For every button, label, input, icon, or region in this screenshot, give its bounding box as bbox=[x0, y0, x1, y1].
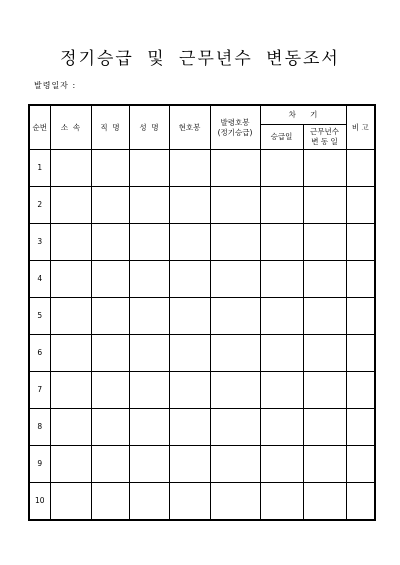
table-row bbox=[29, 335, 375, 372]
cell-issued-step[interactable] bbox=[210, 224, 260, 261]
cell-current-step[interactable] bbox=[169, 372, 210, 409]
cell-remarks[interactable] bbox=[346, 150, 375, 187]
cell-service-years-change[interactable] bbox=[303, 409, 346, 446]
header-issued-step bbox=[210, 105, 260, 150]
cell-rank[interactable] bbox=[91, 409, 129, 446]
cell-current-step[interactable] bbox=[169, 187, 210, 224]
cell-affiliation[interactable] bbox=[50, 372, 91, 409]
row-seq: 7 bbox=[29, 372, 50, 409]
cell-affiliation[interactable] bbox=[50, 483, 91, 521]
cell-affiliation[interactable] bbox=[50, 224, 91, 261]
table-row bbox=[29, 150, 375, 187]
row-seq: 9 bbox=[29, 446, 50, 483]
cell-affiliation[interactable] bbox=[50, 335, 91, 372]
table-row bbox=[29, 372, 375, 409]
table-body bbox=[29, 150, 375, 521]
change-record-table bbox=[28, 104, 376, 521]
cell-remarks[interactable] bbox=[346, 446, 375, 483]
cell-issued-step[interactable] bbox=[210, 409, 260, 446]
header-affiliation bbox=[50, 105, 91, 150]
cell-promotion-date[interactable] bbox=[260, 298, 303, 335]
header-name-text: 성 명 bbox=[139, 122, 159, 132]
cell-rank[interactable] bbox=[91, 224, 129, 261]
cell-issued-step[interactable] bbox=[210, 446, 260, 483]
cell-promotion-date[interactable] bbox=[260, 335, 303, 372]
row-seq: 5 bbox=[29, 298, 50, 335]
cell-name[interactable] bbox=[129, 483, 169, 521]
cell-service-years-change[interactable] bbox=[303, 446, 346, 483]
cell-service-years-change[interactable] bbox=[303, 224, 346, 261]
cell-current-step[interactable] bbox=[169, 224, 210, 261]
cell-current-step[interactable] bbox=[169, 298, 210, 335]
cell-rank[interactable] bbox=[91, 483, 129, 521]
cell-issued-step[interactable] bbox=[210, 483, 260, 521]
cell-remarks[interactable] bbox=[346, 261, 375, 298]
cell-current-step[interactable] bbox=[169, 335, 210, 372]
row-seq: 3 bbox=[29, 224, 50, 261]
row-seq: 1 bbox=[29, 150, 50, 187]
header-issued-step-line1: 발령호봉 bbox=[220, 117, 250, 127]
table-row bbox=[29, 483, 375, 521]
cell-service-years-change[interactable] bbox=[303, 372, 346, 409]
cell-service-years-change[interactable] bbox=[303, 483, 346, 521]
cell-remarks[interactable] bbox=[346, 483, 375, 521]
header-rank bbox=[91, 105, 129, 150]
cell-name[interactable] bbox=[129, 261, 169, 298]
issue-date-label: 발령일자 : bbox=[34, 81, 77, 90]
cell-current-step[interactable] bbox=[169, 150, 210, 187]
header-promotion-date: 승급일 bbox=[260, 125, 303, 150]
cell-affiliation[interactable] bbox=[50, 298, 91, 335]
row-seq: 8 bbox=[29, 409, 50, 446]
cell-promotion-date[interactable] bbox=[260, 187, 303, 224]
header-rank-text: 직 명 bbox=[100, 122, 120, 132]
cell-issued-step[interactable] bbox=[210, 298, 260, 335]
cell-name[interactable] bbox=[129, 335, 169, 372]
cell-promotion-date[interactable] bbox=[260, 409, 303, 446]
cell-promotion-date[interactable] bbox=[260, 150, 303, 187]
cell-name[interactable] bbox=[129, 187, 169, 224]
document-title: 정기승급 및 근무년수 변동조서 bbox=[60, 49, 340, 69]
cell-issued-step[interactable] bbox=[210, 187, 260, 224]
cell-affiliation[interactable] bbox=[50, 261, 91, 298]
cell-issued-step[interactable] bbox=[210, 335, 260, 372]
cell-rank[interactable] bbox=[91, 372, 129, 409]
header-service-years-line1: 근무년수 bbox=[310, 127, 339, 136]
cell-name[interactable] bbox=[129, 298, 169, 335]
row-seq: 6 bbox=[29, 335, 50, 372]
header-name bbox=[129, 105, 169, 150]
cell-service-years-change[interactable] bbox=[303, 298, 346, 335]
cell-service-years-change[interactable] bbox=[303, 261, 346, 298]
table-row bbox=[29, 224, 375, 261]
cell-promotion-date[interactable] bbox=[260, 224, 303, 261]
cell-rank[interactable] bbox=[91, 298, 129, 335]
table-row bbox=[29, 261, 375, 298]
cell-rank[interactable] bbox=[91, 150, 129, 187]
cell-promotion-date[interactable] bbox=[260, 483, 303, 521]
table-row bbox=[29, 446, 375, 483]
header-next-group-text: 차 기 bbox=[288, 110, 318, 119]
cell-name[interactable] bbox=[129, 409, 169, 446]
header-row-top bbox=[29, 105, 375, 125]
cell-issued-step[interactable] bbox=[210, 372, 260, 409]
cell-name[interactable] bbox=[129, 446, 169, 483]
cell-name[interactable] bbox=[129, 224, 169, 261]
cell-remarks[interactable] bbox=[346, 298, 375, 335]
table-row bbox=[29, 298, 375, 335]
header-next-group bbox=[260, 105, 346, 125]
cell-name[interactable] bbox=[129, 372, 169, 409]
row-seq: 2 bbox=[29, 187, 50, 224]
cell-current-step[interactable] bbox=[169, 261, 210, 298]
header-remarks: 비 고 bbox=[346, 105, 375, 150]
cell-remarks[interactable] bbox=[346, 335, 375, 372]
cell-current-step[interactable] bbox=[169, 409, 210, 446]
cell-service-years-change[interactable] bbox=[303, 335, 346, 372]
cell-promotion-date[interactable] bbox=[260, 261, 303, 298]
cell-remarks[interactable] bbox=[346, 224, 375, 261]
header-affiliation-text: 소 속 bbox=[60, 122, 81, 132]
cell-issued-step[interactable] bbox=[210, 261, 260, 298]
cell-service-years-change[interactable] bbox=[303, 187, 346, 224]
cell-name[interactable] bbox=[129, 150, 169, 187]
cell-rank[interactable] bbox=[91, 187, 129, 224]
cell-current-step[interactable] bbox=[169, 483, 210, 521]
cell-rank[interactable] bbox=[91, 335, 129, 372]
header-issued-step-line2: (정기승급) bbox=[217, 127, 253, 137]
cell-affiliation[interactable] bbox=[50, 187, 91, 224]
cell-affiliation[interactable] bbox=[50, 446, 91, 483]
cell-rank[interactable] bbox=[91, 261, 129, 298]
row-seq: 10 bbox=[29, 483, 50, 521]
cell-remarks[interactable] bbox=[346, 409, 375, 446]
cell-rank[interactable] bbox=[91, 446, 129, 483]
cell-current-step[interactable] bbox=[169, 446, 210, 483]
cell-promotion-date[interactable] bbox=[260, 372, 303, 409]
cell-remarks[interactable] bbox=[346, 187, 375, 224]
header-current-step: 현호봉 bbox=[169, 105, 210, 150]
cell-affiliation[interactable] bbox=[50, 150, 91, 187]
cell-remarks[interactable] bbox=[346, 372, 375, 409]
header-service-years-line2: 변 동 일 bbox=[311, 137, 338, 146]
header-seq: 순번 bbox=[29, 105, 50, 150]
cell-affiliation[interactable] bbox=[50, 409, 91, 446]
row-seq: 4 bbox=[29, 261, 50, 298]
cell-service-years-change[interactable] bbox=[303, 150, 346, 187]
cell-promotion-date[interactable] bbox=[260, 446, 303, 483]
header-service-years-change bbox=[303, 125, 346, 150]
table-row bbox=[29, 187, 375, 224]
table-row bbox=[29, 409, 375, 446]
cell-issued-step[interactable] bbox=[210, 150, 260, 187]
